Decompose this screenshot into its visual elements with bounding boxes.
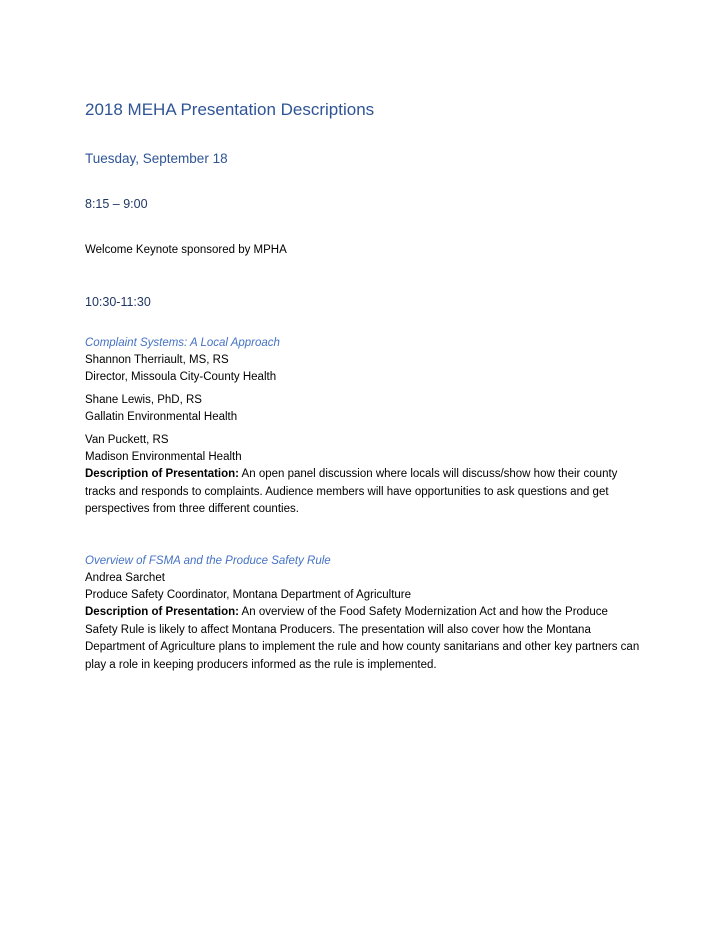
description-label: Description of Presentation: (85, 468, 239, 480)
session-description (85, 604, 640, 674)
session-description (85, 466, 640, 519)
description-text: An open panel discussion where locals will discuss/show how their county tracks and responds to complaints. Audience members will have opportunities to ask questions and get perspectives from three different counties. (85, 468, 618, 515)
speaker-name: Van Puckett, RS (85, 434, 169, 446)
time-slot-heading: 10:30-11:30 (85, 295, 151, 309)
speaker-organization: Director, Missoula City-County Health (85, 371, 277, 383)
document-title: 2018 MEHA Presentation Descriptions (85, 100, 375, 119)
session-title: Overview of FSMA and the Produce Safety Rule (85, 555, 331, 567)
day-heading: Tuesday, September 18 (85, 151, 228, 166)
speaker-name: Andrea Sarchet (85, 572, 165, 584)
speaker-organization: Gallatin Environmental Health (85, 411, 238, 423)
description-label: Description of Presentation: (85, 606, 239, 618)
speaker-name: Shannon Therriault, MS, RS (85, 354, 229, 366)
session-title: Complaint Systems: A Local Approach (85, 337, 280, 349)
keynote-line: Welcome Keynote sponsored by MPHA (85, 244, 287, 256)
speaker-organization: Madison Environmental Health (85, 451, 242, 463)
description-text: An overview of the Food Safety Modernization Act and how the Produce Safety Rule is likely to affect Montana Producers. The presentation will also cover how the Montana Department of Agriculture plans to implement the rule and how county sanitarians and other key partners can play a role in keeping producers informed as the rule is implemented. (85, 606, 640, 671)
time-slot-heading: 8:15 – 9:00 (85, 197, 148, 211)
speaker-name: Shane Lewis, PhD, RS (85, 394, 202, 406)
speaker-organization: Produce Safety Coordinator, Montana Department of Agriculture (85, 589, 412, 601)
